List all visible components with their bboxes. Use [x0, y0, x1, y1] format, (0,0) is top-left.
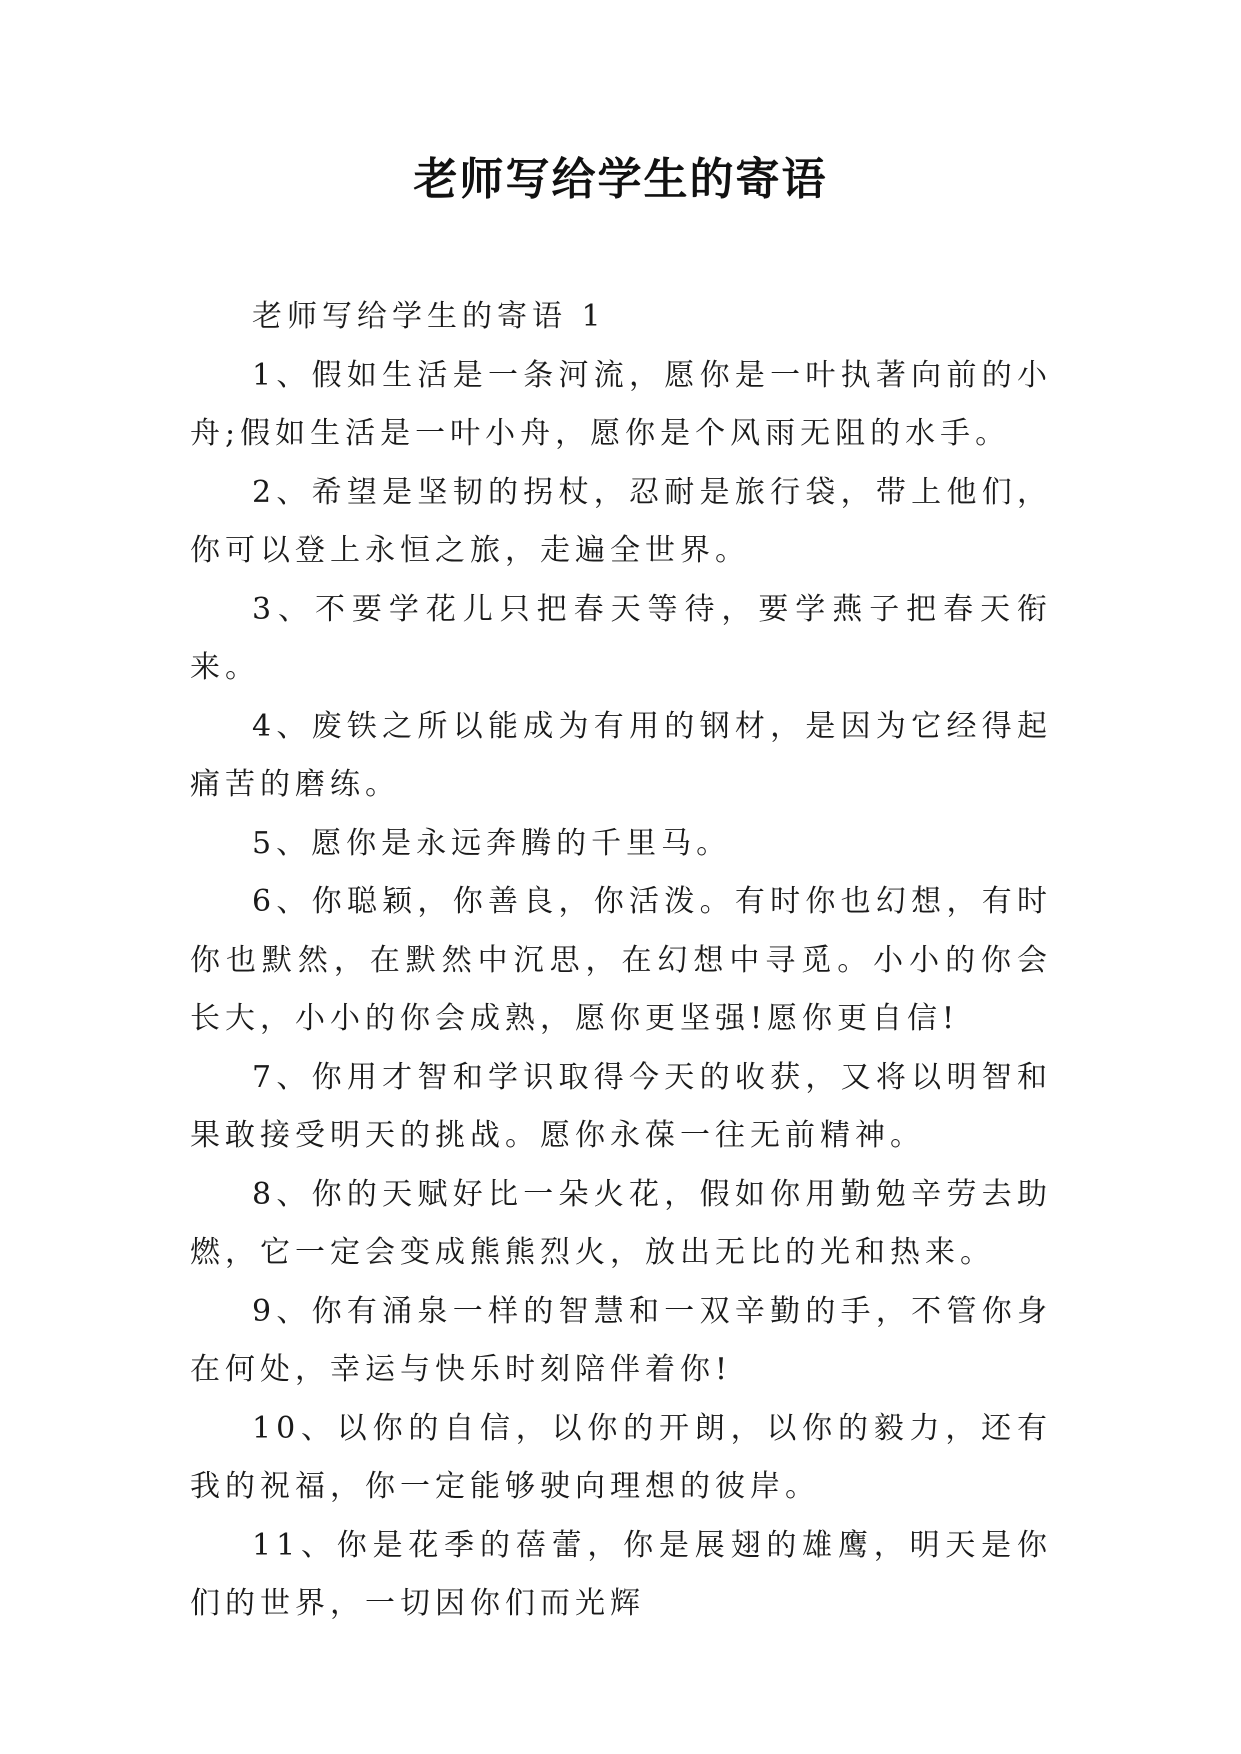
paragraph-3: 3、不要学花儿只把春天等待，要学燕子把春天衔来。: [190, 591, 1052, 685]
paragraph-2: 2、希望是坚韧的拐杖，忍耐是旅行袋，带上他们，你可以登上永恒之旅，走遍全世界。: [190, 474, 1052, 568]
document-title: 老师写给学生的寄语: [413, 154, 828, 205]
paragraph-7: 7、你用才智和学识取得今天的收获，又将以明智和果敢接受明天的挑战。愿你永葆一往无前精神。: [190, 1059, 1052, 1153]
paragraph-5: 5、愿你是永远奔腾的千里马。: [252, 825, 732, 861]
paragraph-10: 10、以你的自信，以你的开朗，以你的毅力，还有我的祝福，你一定能够驶向理想的彼岸。: [190, 1410, 1052, 1504]
paragraph-6: 6、你聪颖，你善良，你活泼。有时你也幻想，有时你也默然，在默然中沉思，在幻想中寻觅。小小的你会长大，小小的你会成熟，愿你更坚强!愿你更自信!: [190, 884, 1052, 1036]
paragraph-4: 4、废铁之所以能成为有用的钢材，是因为它经得起痛苦的磨练。: [190, 708, 1052, 802]
paragraph-9: 9、你有涌泉一样的智慧和一双辛勤的手，不管你身在何处，幸运与快乐时刻陪伴着你!: [190, 1293, 1052, 1387]
document-body: [190, 288, 1052, 1634]
paragraph-11: 11、你是花季的蓓蕾，你是展翅的雄鹰，明天是你们的世界，一切因你们而光辉: [190, 1527, 1052, 1621]
paragraph-8: 8、你的天赋好比一朵火花，假如你用勤勉辛劳去助燃，它一定会变成熊熊烈火，放出无比的光和热来。: [190, 1176, 1052, 1270]
paragraph-1: 1、假如生活是一条河流，愿你是一叶执著向前的小舟;假如生活是一叶小舟，愿你是个风雨无阻的水手。: [190, 357, 1052, 451]
section-heading: 老师写给学生的寄语 1: [252, 299, 606, 334]
